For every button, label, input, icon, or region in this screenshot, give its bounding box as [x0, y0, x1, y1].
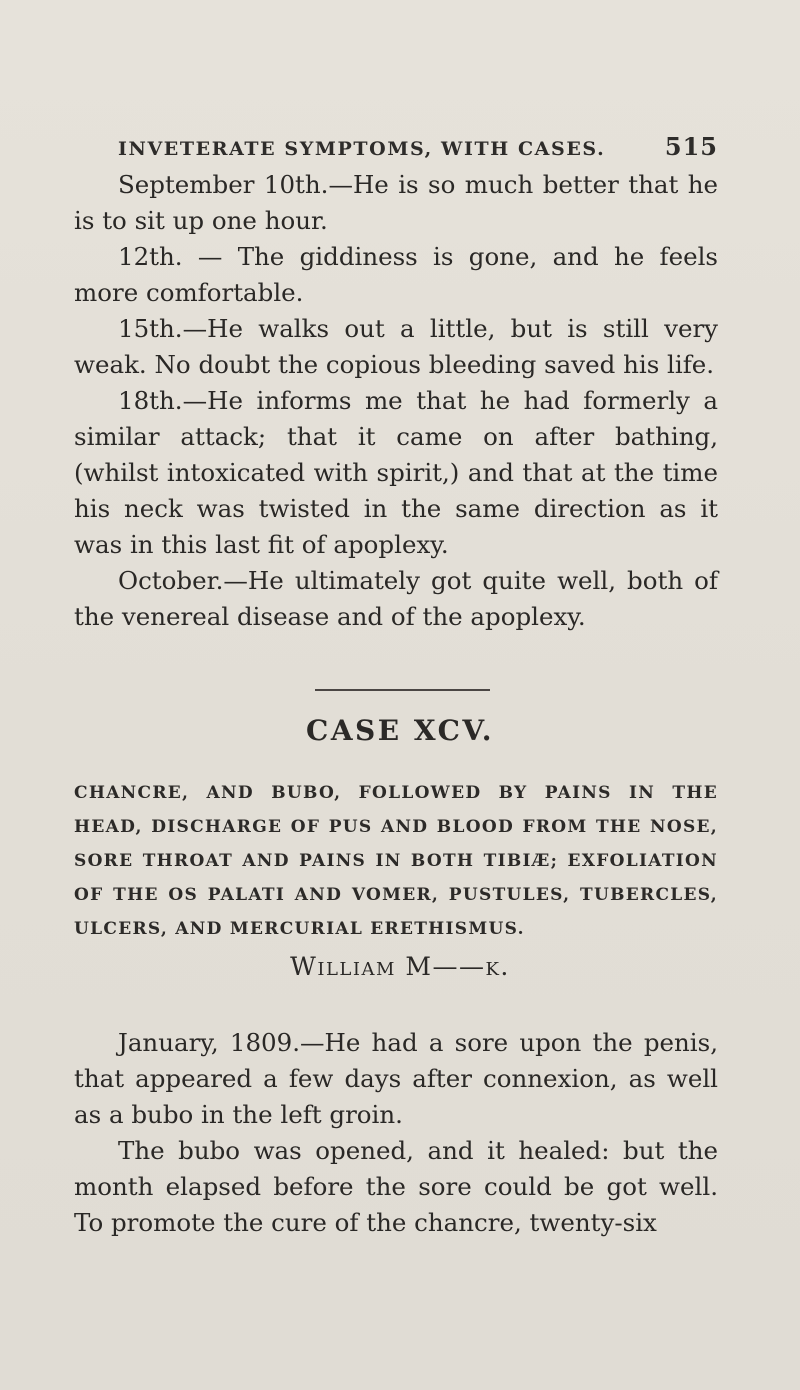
paragraph-15th: 15th.—He walks out a little, but is still very weak. No doubt the copious bleeding saved his life.: [74, 314, 718, 379]
running-head: [118, 132, 718, 161]
paragraph-bubo-opened: The bubo was opened, and it healed: but the month elapsed before the sore could be got well. To promote the cure of the chancre, twenty-six: [74, 1136, 718, 1237]
paragraph-sept-10: September 10th.—He is so much better that he is to sit up one hour.: [74, 170, 718, 235]
paragraph-october: October.—He ultimately got quite well, both of the venereal disease and of the apoplexy.: [74, 566, 718, 631]
paragraph-12th: 12th. — The giddiness is gone, and he feels more comfortable.: [74, 242, 718, 307]
patient-name: William M——k.: [290, 952, 510, 981]
paragraph-18th: 18th.—He informs me that he had formerly a similar attack; that it came on after bathing, (whilst intoxicated with spirit,) and that at the time his neck was twisted in the same direction as it was in this last fit of apoplexy.: [74, 386, 718, 559]
paragraph-january-1809: January, 1809.—He had a sore upon the penis, that appeared a few days after connexion, as well as a bubo in the left groin.: [74, 1028, 718, 1129]
running-title: INVETERATE SYMPTOMS, WITH CASES.: [118, 138, 606, 160]
section-divider: [315, 689, 490, 691]
case-title: CASE XCV.: [306, 714, 494, 747]
case-summary: CHANCRE, AND BUBO, FOLLOWED BY PAINS IN THE HEAD, DISCHARGE OF PUS AND BLOOD FROM THE NOSE, SORE THROAT AND PAINS IN BOTH TIBIÆ; EXFOLIATION OF THE OS PALATI AND VOMER, PUSTULES, TUBERCLES, ULCERS, AND MERCURIAL ERETHISMUS.: [74, 783, 718, 939]
page-number: 515: [664, 132, 718, 161]
